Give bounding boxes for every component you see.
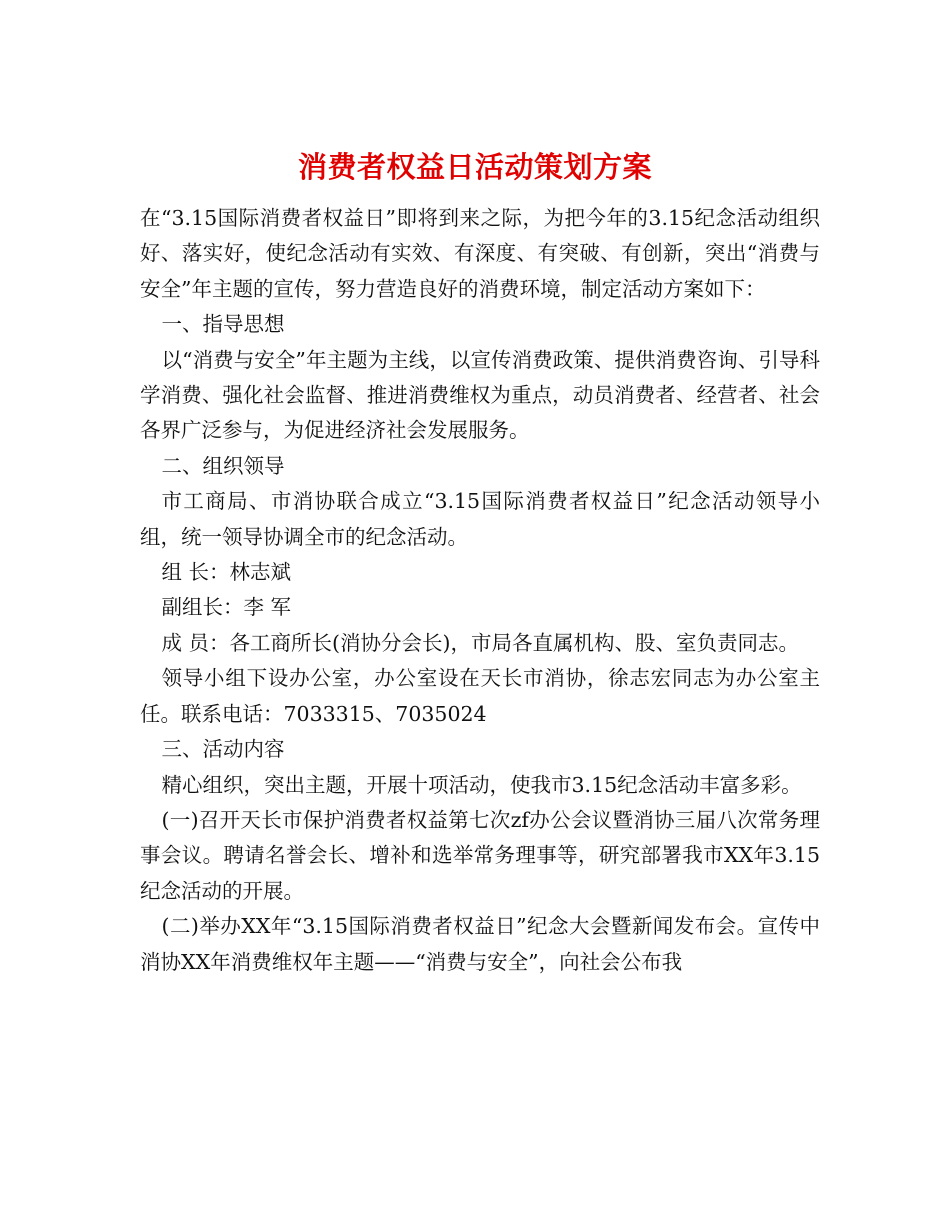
organization-paragraph: 市工商局、市消协联合成立“3.15国际消费者权益日”纪念活动领导小组，统一领导协调全市的纪念活动。 — [140, 489, 820, 549]
activities-intro-paragraph: 精心组织，突出主题，开展十项活动，使我市3.15纪念活动丰富多彩。 — [161, 772, 802, 797]
section-heading-organization: 二、组织领导 — [161, 453, 285, 478]
deputy-leader-line: 副组长：李 军 — [161, 595, 292, 620]
section-heading-guiding-ideology: 一、指导思想 — [161, 312, 285, 337]
office-paragraph: 领导小组下设办公室，办公室设在天长市消协，徐志宏同志为办公室主任。联系电话：7033315、7035024 — [140, 666, 820, 726]
activity-item-2: (二)举办XX年“3.15国际消费者权益日”纪念大会暨新闻发布会。宣传中消协XX年消费维权年主题——“消费与安全”，向社会公布我 — [140, 914, 820, 974]
document-body — [140, 201, 820, 980]
guiding-ideology-paragraph: 以“消费与安全”年主题为主线，以宣传消费政策、提供消费咨询、引导科学消费、强化社会监督、推进消费维权为重点，动员消费者、经营者、社会各界广泛参与，为促进经济社会发展服务。 — [140, 347, 820, 443]
leader-line: 组 长：林志斌 — [161, 560, 292, 585]
section-heading-activities: 三、活动内容 — [161, 737, 285, 762]
document-title: 消费者权益日活动策划方案 — [297, 150, 652, 185]
activity-item-1: (一)召开天长市保护消费者权益第七次zf办公会议暨消协三届八次常务理事会议。聘请名誉会长、增补和选举常务理事等，研究部署我市XX年3.15纪念活动的开展。 — [140, 807, 820, 903]
intro-paragraph: 在“3.15国际消费者权益日”即将到来之际，为把今年的3.15纪念活动组织好、落实好，使纪念活动有实效、有深度、有突破、有创新，突出“消费与安全”年主题的宣传，努力营造良好的消费环境，制定活动方案如下： — [140, 206, 820, 301]
members-paragraph: 成 员：各工商所长(消协分会长)，市局各直属机构、股、室负责同志。 — [161, 630, 800, 655]
